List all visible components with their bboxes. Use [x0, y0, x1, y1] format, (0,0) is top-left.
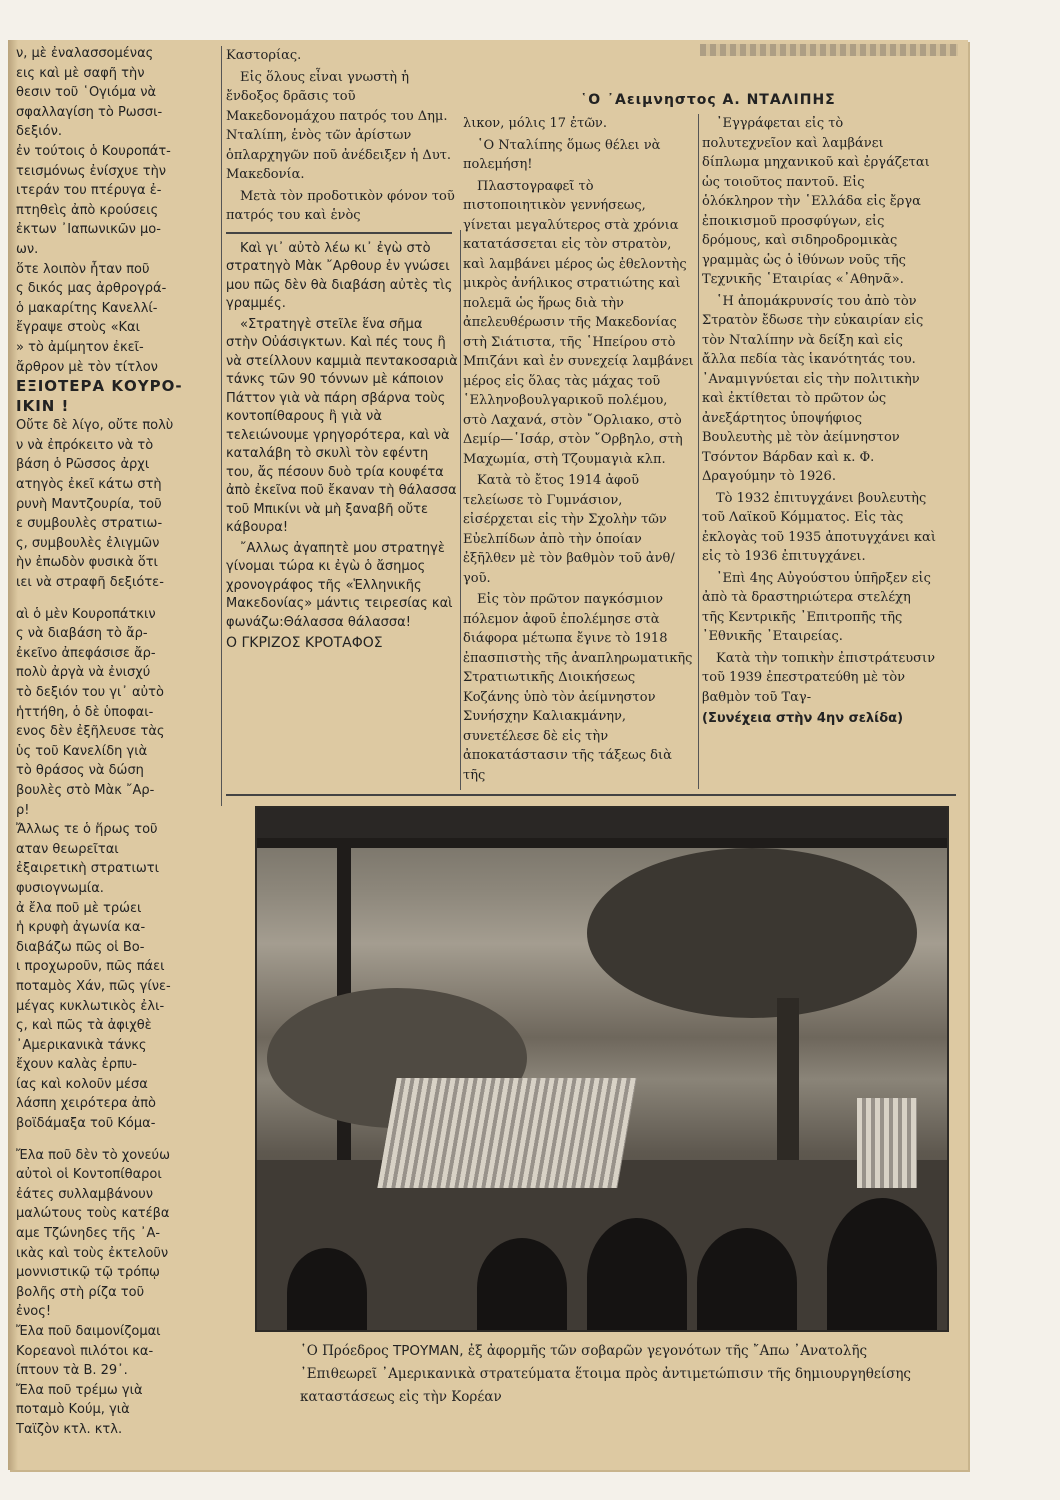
photo-caption [300, 1340, 960, 1409]
left-column-line: ἔγραψε στοὺς «Και [16, 320, 141, 336]
left-column-line: ς, συμβουλὲς ἐλιγμῶν [16, 535, 160, 551]
left-column-line: πολὺ ἀργὰ νὰ ἐνισχύ [16, 665, 151, 681]
marching-troops [377, 1078, 636, 1188]
left-column-line: ἐκεῖνο ἀπεφάσισε ἄρ- [16, 645, 156, 661]
caption-line [300, 1340, 960, 1363]
left-column-line: διαβάζω πῶς οἱ Βο- [16, 939, 145, 955]
column-d [702, 114, 936, 789]
column-divider [698, 114, 699, 789]
paragraph: Εἰς ὅλους εἶναι γνωστὴ ἡ ἔνδοξος δρᾶσις τοῦ Μακεδονομάχου πατρός του Δημ. Νταλίπη, ἑνὸς τῶν ἀρίστων ὁπλαρχηγῶν ποῦ ἀνέδειξεν ἡ Δυτ. Μακεδονία. [226, 69, 452, 182]
paragraph: ῾Ο Νταλίπης ὅμως θέλει νὰ πολεμήση! [463, 137, 661, 172]
left-column-line: ς, καὶ πῶς τὰ ἀφιχθὲ [16, 1018, 152, 1034]
left-column-line: αὐτοὶ οἱ Κοντοπίθαροι [16, 1167, 162, 1183]
left-column-line: βολῆς στὴ ρίζα τοῦ [16, 1284, 145, 1300]
left-column-line: αμε Τζώνηδες τῆς ᾽Α- [16, 1226, 161, 1242]
left-column-line: ΕΞΙΟΤΕΡΑ ΚΟΥΡΟ- [16, 377, 183, 396]
column-c [463, 114, 695, 789]
pavilion-roof [257, 808, 947, 838]
left-column-line: ενος δὲν ἐξῆλευσε τὰς [16, 724, 165, 740]
left-column-line: » τὸ ἀμίμητον ἐκεῖ- [16, 339, 144, 355]
left-column-line: μαλώτους τοὺς κατέβα [16, 1206, 170, 1222]
left-column-line: λάσπη χειρότερα ἀπὸ [16, 1096, 156, 1112]
paragraph: Καὶ γι᾽ αὐτὸ λέω κι᾽ ἐγὼ στὸ στρατηγὸ Μὰκ ῎Αρθουρ ἐν γνώσει μου πῶς δὲν θὰ διαβάση αὐτὲς τὶς γραμμές. [226, 240, 453, 311]
left-column-line: πτηθεὶς ἀπὸ κρούσεις [16, 202, 159, 218]
left-column-line: βάση ὁ Ρῶσσος ἀρχι [16, 457, 150, 473]
left-column-line: ᾽Αμερικανικὰ τάνκς [16, 1037, 147, 1053]
left-column-line: ς δικός μας ἀρθρογρά- [16, 281, 167, 297]
left-column-line: ἔχουν καλὰς ἐρπυ- [16, 1057, 137, 1073]
tree-canopy [587, 848, 917, 1018]
spectator-head [697, 1228, 797, 1332]
caption-text: ἐξ ἀφορμῆς τῶν σοβαρῶν γεγονότων τῆς ῎Απω ᾽Ανατολῆς [467, 1343, 868, 1359]
left-column-line [16, 593, 216, 605]
left-column-line: ς νὰ διαβάση τὸ ἄρ- [16, 626, 148, 642]
left-column-line: ν, μὲ ἐναλασσομένας [16, 46, 154, 61]
left-column-line: ἐάτες συλλαμβάνουν [16, 1186, 154, 1202]
section-rule [226, 794, 956, 796]
left-column-line: εις καὶ μὲ σαφῆ τὴν [16, 65, 145, 81]
left-column-line: ἀ ἔλα ποῦ μὲ τρώει [16, 900, 142, 916]
left-column-line: Ἔλα ποῦ τρέμω γιὰ [16, 1382, 143, 1398]
left-column-line: ρυνὴ Μαντζουρία, τοῦ [16, 496, 162, 512]
paragraph: Κατὰ τὸ ἔτος 1914 ἀφοῦ τελείωσε τὸ Γυμνάσιον, εἰσέρχεται εἰς τὴν Σχολὴν τῶν Εὐελπίδων ἀπὸ τὴν ὁποίαν ἐξῆλθεν μὲ τὸν βαθμὸν τοῦ ἀνθ/γοῦ. [463, 473, 675, 586]
left-column-line: βοϊδάμαξα τοῦ Κόμα- [16, 1116, 156, 1132]
left-column-line: θεσιν τοῦ ῾Ογιόμα νὰ [16, 85, 157, 101]
article-title: ῾Ο ᾽Αειμνηστος Α. ΝΤΑΛΙΠΗΣ [580, 92, 836, 108]
left-column-line: Κορεανοὶ πιλότοι κα- [16, 1343, 154, 1359]
caption-name: ΤΡΟΥΜΑΝ, [393, 1343, 464, 1359]
column-b [226, 46, 458, 786]
spectator-hat [587, 1218, 687, 1332]
paragraph: ᾽Επὶ 4ης Αὐγούστου ὑπῆρξεν εἰς ἀπὸ τὰ δραστηριώτερα στελέχη τῆς Κεντρικῆς ᾽Επιτροπῆς τῆς ᾽Εθνικῆς ᾽Εταιρείας. [702, 570, 931, 644]
spectator-head [287, 1248, 367, 1332]
left-column-line: μοννιστικῷ τῷ τρόπῳ [16, 1265, 160, 1281]
column-divider [221, 46, 222, 806]
section-rule [226, 232, 452, 234]
left-column [16, 44, 216, 1454]
paragraph: λικον, μόλις 17 ἐτῶν. [463, 116, 607, 131]
caption-text: ῾Ο Πρόεδρος [300, 1343, 389, 1359]
author-signature: Ο ΓΚΡΙΖΟΣ ΚΡΟΤΑΦΟΣ [226, 635, 383, 651]
left-column-line: τὸ θράσος νὰ δώση [16, 763, 144, 779]
left-column-line: ι προχωροῦν, πῶς πάει [16, 959, 165, 975]
left-column-line: ἐξαιρετικὴ στρατιωτι [16, 861, 160, 877]
left-column-line: ρ! [16, 802, 30, 818]
header-strip [700, 44, 958, 56]
paragraph: Καστορίας. [226, 48, 302, 63]
left-column-line: ν νὰ ἐπρόκειτο νὰ τὸ [16, 437, 154, 453]
left-column-line: ὴν ἐπωδὸν φυσικὰ ὅτι [16, 555, 158, 571]
left-column-line: ε συμβουλὲς στρατιω- [16, 516, 163, 532]
left-column-line: δεξιόν. [16, 124, 62, 140]
paragraph: Τὸ 1932 ἐπιτυγχάνει βουλευτὴς τοῦ Λαϊκοῦ Κόμματος. Εἰς τὰς ἐκλογὰς τοῦ 1935 ἀποτυγχάνει καὶ εἰς τὸ 1936 ἐπιτυγχάνει. [702, 490, 936, 564]
left-column-line: μέγας κυκλωτικὸς ἐλι- [16, 998, 165, 1014]
left-column-line: ατηγὸς ἐκεῖ κάτω στὴ [16, 477, 162, 493]
left-column-line: ποταμὸς Χάν, πῶς γίνε- [16, 978, 171, 994]
left-column-line: Οὔτε δὲ λίγο, οὔτε πολὺ [16, 418, 174, 434]
left-column-line: ιτεράν του πτέρυγα ἐ- [16, 183, 162, 199]
spectator-head [477, 1238, 567, 1332]
column-divider [460, 230, 461, 790]
paragraph: Πλαστογραφεῖ τὸ πιστοποιητικὸν γεννήσεως, γίνεται μεγαλύτερος στὰ χρόνια κατατάσσεται εἰς τὸν στρατὸν, καὶ λαμβάνει μέρος ὡς ἐθελοντὴς μικρὸς ἀνήλικος στρατιώτης καὶ πολεμᾶ ὡς ἥρως διὰ τὴν ἀπελευθέρωσιν τῆς Μακεδονίας στὴ Σιάτιστα, τῆς ῾Ηπείρου στὸ Μπιζάνι καὶ ἐν συνεχείᾳ λαμβάνει μέρος εἰς ὅλας τὰς μάχας τοῦ ῾Ελληνοβουλγαρικοῦ πολέμου, στὸ Λαχανά, στὸν ῎Ορλιακο, στὸ Δεμίρ—῾Ισάρ, στὸν ῎Ορβηλο, στὴ Μαχωμία, στὴ Τζουμαγιὰ κλπ. [463, 178, 694, 467]
left-column-line: ων. [16, 241, 39, 257]
left-column-line: ὑς τοῦ Κανελίδη γιὰ [16, 743, 148, 759]
parade-photograph [255, 806, 949, 1332]
left-column-line: ιει νὰ στραφῆ δεξιότε- [16, 575, 164, 591]
continuation-note: (Συνέχεια στὴν 4ην σελίδα) [702, 711, 904, 726]
left-column-line: ἐνος! [16, 1304, 52, 1320]
pavilion-beam [257, 838, 947, 848]
left-column-line: αὶ ὁ μὲν Κουροπάτκιν [16, 606, 156, 622]
left-column-line: Ἔλα ποῦ δαιμονίζομαι [16, 1324, 161, 1339]
left-column-line: φυσιογνωμία. [16, 880, 104, 896]
left-column-line: ικὰς καὶ τοὺς ἐκτελοῦν [16, 1245, 169, 1261]
left-column-line: ἐκτων ᾽Ιαπωνικῶν μο- [16, 222, 161, 238]
left-column-line: Ἄλλως τε ὁ ἥρως τοῦ [16, 822, 158, 838]
paragraph: ῎Αλλως ἀγαπητὲ μου στρατηγὲ γίνομαι τώρα κι ἐγὼ ὁ ἄσημος χρονογράφος τῆς «Ἑλληνικῆς Μακεδονίας» μάντις τειρεσίας καὶ φωνάζω:Θάλασσα θάλασσα! [226, 540, 453, 630]
paragraph: ῾Η ἀπομάκρυνσίς του ἀπὸ τὸν Στρατὸν ἔδωσε τὴν εὐκαιρίαν εἰς τὸν Νταλίπην νὰ δείξη καὶ εἰς ἄλλα πεδία τὰς ἱκανότητάς του. ᾽Αναμιγνύεται εἰς τὴν πολιτικὴν καὶ ἐκτίθεται τὸ πρῶτον ὡς ἀνεξάρτητος ὑποψήφιος Βουλευτὴς μὲ τὸν ἀείμνηστον Τσόντον Βάρδαν καὶ κ. Φ. Δραγούμην τὸ 1926. [702, 293, 924, 484]
left-column-line: ἄρθρον μὲ τὸν τίτλον [16, 359, 158, 375]
left-column-line: ίπτουν τὰ Β. 29᾽. [16, 1363, 128, 1379]
paragraph: Κατὰ τὴν τοπικὴν ἐπιστράτευσιν τοῦ 1939 ἐπεστρατεύθη μὲ τὸν βαθμὸν τοῦ Ταγ- [702, 650, 936, 705]
left-column-line: ὅτε λοιπὸν ἦταν ποῦ [16, 261, 150, 277]
left-column-line: ποταμὸ Κούμ, γιὰ [16, 1402, 130, 1418]
left-column-line [16, 1134, 216, 1146]
left-column-line: τὸ δεξιόν του γι᾽ αὐτὸ [16, 685, 164, 700]
paragraph: «Στρατηγὲ στεῖλε ἕνα σῆμα στὴν Οὐάσιγκτων. Καὶ πές τους ἢ νὰ στείλλουν καμμιὰ πεντακοσαριὰ τάνκς τῶν 90 τόννων μὲ κάποιον Πάττον γιὰ νὰ πάρη σβάρνα τοὺς κοντοπίθαρους ἢ γιὰ νὰ τελειώνουμε γρηγορότερα, καὶ νὰ καταλάβη τὸ σκυλὶ τὸν εφέντη του, ἄς πέσουν δυὸ τρία κουφέτα ἀπὸ ἐκεῖνα ποῦ ἔκαναν τὴ θάλασσα τοῦ Μπικίνι νὰ μὴ ξαναβῆ οὔτε κάβουρα! [226, 316, 458, 535]
tree-trunk [777, 998, 799, 1168]
left-column-line: τεισμόνως ἐνίσχυε τὴν [16, 163, 167, 179]
left-column-line: βουλὲς στὸ Μὰκ ῎Αρ- [16, 782, 155, 798]
spectator-hat [827, 1198, 937, 1332]
left-column-line: ίας καὶ κολοῦν μέσα [16, 1076, 148, 1092]
left-column-line: Ταϊζὸν κτλ. κτλ. [16, 1421, 123, 1437]
marching-soldier [857, 1098, 917, 1188]
paragraph: ᾽Εγγράφεται εἰς τὸ πολυτεχνεῖον καὶ λαμβάνει δίπλωμα μηχανικοῦ καὶ ἐργάζεται ὡς τοιοῦτος παντοῦ. Εἰς ὁλόκληρον τὴν ῾Ελλάδα εἰς ἔργα ἐποικισμοῦ προσφύγων, εἰς δρόμους, καὶ σιδηροδρομικὰς γραμμὰς ὡς ὁ ἰθύνων νοῦς τῆς Τεχνικῆς ῾Εταιρίας «᾽Αθηνᾶ». [702, 116, 930, 287]
paragraph: Εἰς τὸν πρῶτον παγκόσμιον πόλεμον ἀφοῦ ἐπολέμησε στὰ διάφορα μέτωπα ἔγινε τὸ 1918 ἐπασπιστὴς τῆς ἀναπληρωματικῆς Στρατιωτικῆς Διοικήσεως Κοζάνης ὑπὸ τὸν ἀείμνηστον Συνήσχην Καλιακμάνην, συνετέλεσε δὲ εἰς τὴν ἀποκατάστασιν τῆς τάξεως διὰ τῆς [463, 592, 693, 783]
left-column-line: ΙΚΙΝ ! [16, 396, 70, 415]
left-column-line: ἡττήθη, ὁ δὲ ὑποφαι- [16, 704, 154, 720]
left-column-line: αταν θεωρεῖται [16, 841, 119, 857]
left-column-line: σφαλλαγίση τὸ Ρωσσι- [16, 104, 163, 120]
paragraph: Μετὰ τὸν προδοτικὸν φόνον τοῦ πατρός του καὶ ἑνὸς [226, 188, 455, 223]
left-column-line: Ἔλα ποῦ δὲν τὸ χονεύω [16, 1147, 170, 1163]
left-column-line: ὁ μακαρίτης Κανελλί- [16, 300, 158, 316]
left-column-line: ἡ κρυφὴ ἀγωνία κα- [16, 920, 146, 936]
caption-line: ᾽Επιθεωρεῖ ᾽Αμερικανικὰ στρατεύματα ἕτοιμα πρὸς ἀντιμετώπισιν τῆς δημιουργηθείσης καταστάσεως εἰς τὴν Κορέαν [300, 1366, 911, 1405]
left-column-line: ἐν τούτοις ὁ Κουροπάτ- [16, 143, 171, 159]
